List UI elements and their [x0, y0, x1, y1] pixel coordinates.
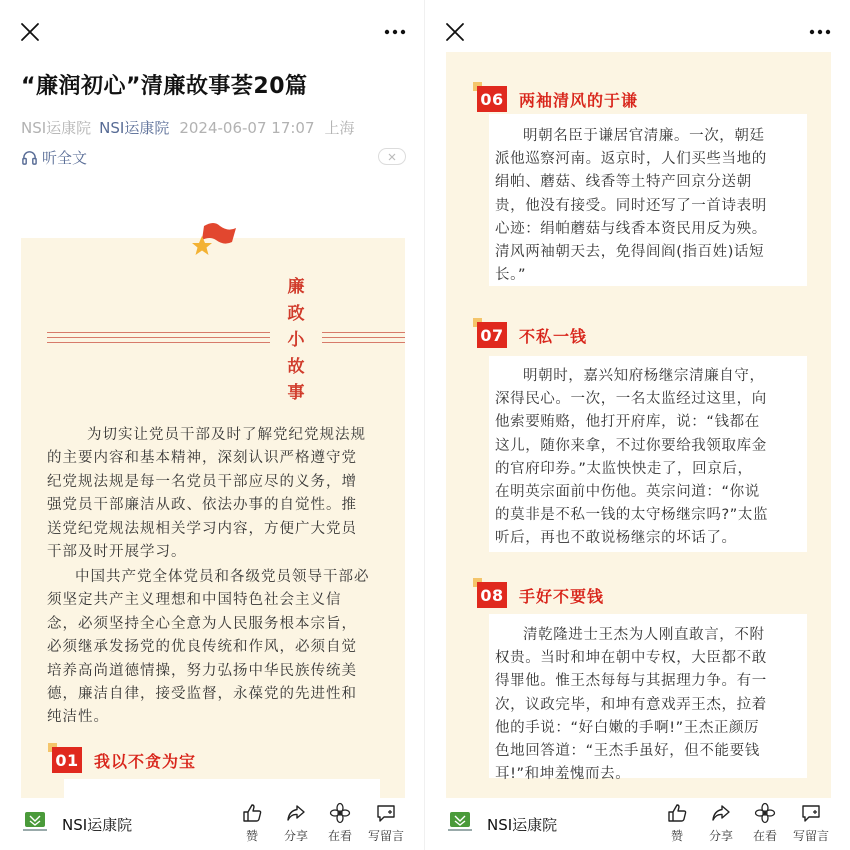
story-line: 心迹：绢帕蘑菇与线香本资民用反为殃。	[495, 220, 767, 237]
story-line: 在明英宗面前中伤他。英宗问道：“你说	[495, 484, 760, 501]
account-name[interactable]: NSI运康院	[487, 816, 558, 834]
story-line: 的莫非是不私一钱的太守杨继宗吗?”太监	[495, 507, 769, 524]
section-number: 07	[477, 322, 507, 348]
share-icon	[710, 802, 732, 824]
story-line: 他索要贿赂，他打开府库，说：“钱都在	[495, 414, 760, 431]
story-line: 深得民心。一次，一名太监经过这里，向	[495, 391, 767, 408]
story-line: 他的手说：“好白嫩的手啊!”王杰正颜厉	[495, 719, 760, 736]
flower-icon	[329, 802, 351, 824]
paragraph-line: 干部及时开展学习。	[47, 544, 187, 561]
share-button[interactable]	[701, 802, 741, 844]
share-button[interactable]	[276, 802, 316, 844]
watching-label: 在看	[327, 829, 352, 843]
section-title: 不私一钱	[519, 326, 588, 346]
paragraph-line: 纪党规法规是每一名党员干部应尽的义务，增	[47, 473, 357, 490]
story-line: 清乾隆进士王杰为人刚直敢言，不附	[523, 627, 765, 643]
bottom-bar	[425, 798, 850, 850]
headphones-icon	[21, 149, 38, 166]
section-header	[477, 322, 587, 348]
story-line: 长。”	[495, 267, 527, 284]
account-logo-icon[interactable]	[447, 811, 473, 833]
close-icon[interactable]	[19, 21, 41, 43]
share-label: 分享	[708, 829, 733, 843]
vertical-char: 廉	[287, 277, 305, 297]
meta-datetime: 2024-06-07 17:07	[179, 119, 315, 137]
paragraph-line: 必须继承发扬党的优良传统和作风，必须自觉	[47, 639, 357, 656]
section-number: 06	[477, 86, 507, 112]
story-line: 的官府印券。”太监怏怏走了，回京后，	[495, 460, 753, 477]
story-text	[495, 624, 795, 786]
story-line: 清风两袖朝天去，免得闾阎(指百姓)话短	[495, 244, 765, 261]
story-line: 明朝时，嘉兴知府杨继宗清廉自守，	[523, 368, 765, 384]
dismiss-pill[interactable]	[378, 148, 406, 165]
story-line: 这儿，随你来拿，不过你要给我领取库金	[495, 437, 767, 454]
meta-source: NSI运康院	[21, 119, 92, 137]
article-meta	[21, 117, 355, 138]
story-line: 耳!”和坤羞愧而去。	[495, 766, 631, 783]
thumbs-up-icon	[666, 802, 688, 824]
section-title: 我以不贪为宝	[94, 751, 197, 771]
section-header	[477, 582, 604, 608]
story-line: 次，议政完毕，和坤有意戏弄王杰，拉着	[495, 696, 767, 713]
paragraph-line: 强党员干部廉洁从政、依法办事的自觉性。推	[47, 497, 357, 514]
article-title: “廉润初心”清廉故事荟20篇	[21, 74, 308, 99]
section-title: 手好不要钱	[519, 586, 605, 606]
more-icon[interactable]	[383, 22, 407, 42]
share-label: 分享	[283, 829, 308, 843]
vertical-char: 政	[287, 303, 305, 324]
story-line: 明朝名臣于谦居官清廉。一次，朝廷	[523, 128, 765, 144]
comment-label: 写留言	[367, 829, 404, 843]
close-icon[interactable]	[444, 21, 466, 43]
story-box	[64, 779, 380, 798]
story-line: 贵，他没有接受。同时还写了一首诗表明	[495, 197, 767, 214]
comment-button[interactable]	[366, 802, 406, 844]
paragraph-line: 培养高尚道德情操，努力弘扬中华民族传统美	[47, 662, 357, 679]
like-label: 赞	[245, 829, 258, 843]
comment-icon	[800, 802, 822, 824]
section-title: 两袖清风的于谦	[519, 90, 639, 110]
story-line: 权贵。当时和坤在朝中专权，大臣都不敢	[495, 650, 767, 667]
vertical-char: 故	[287, 356, 305, 377]
bottom-bar	[0, 798, 425, 850]
top-bar	[0, 0, 425, 64]
like-button[interactable]	[232, 802, 272, 844]
flower-icon	[754, 802, 776, 824]
section-header	[52, 747, 196, 773]
party-flag-icon	[190, 220, 238, 260]
story-line: 色地回答道：“王杰手虽好，但不能要钱	[495, 743, 760, 760]
decor-lines-right	[322, 332, 405, 344]
share-icon	[285, 802, 307, 824]
meta-location: 上海	[324, 119, 355, 137]
section-number: 08	[477, 582, 507, 608]
comment-label: 写留言	[792, 829, 829, 843]
paragraph-line: 德，廉洁自律，接受监督，永葆党的先进性和	[47, 686, 357, 703]
account-logo-icon[interactable]	[22, 811, 48, 833]
more-icon[interactable]	[808, 22, 832, 42]
meta-account-link[interactable]: NSI运康院	[99, 119, 170, 137]
listen-label: 听全文	[42, 149, 88, 167]
account-name[interactable]: NSI运康院	[62, 816, 133, 834]
paragraph-line: 送党纪党规法规相关学习内容，方便广大党员	[47, 520, 357, 537]
section-header	[477, 86, 638, 112]
watching-button[interactable]	[320, 802, 360, 844]
listen-button[interactable]	[21, 147, 87, 168]
watching-label: 在看	[752, 829, 777, 843]
right-screen	[425, 0, 850, 850]
paragraph-line: 念，必须坚持全心全意为人民服务根本宗旨，	[47, 615, 357, 632]
story-line: 绢帕、蘑菇、线香等土特产回京分送朝	[495, 174, 752, 191]
story-text	[495, 125, 795, 287]
decor-lines-left	[47, 332, 270, 344]
like-label: 赞	[670, 829, 683, 843]
like-button[interactable]	[657, 802, 697, 844]
section-number: 01	[52, 747, 82, 773]
thumbs-up-icon	[241, 802, 263, 824]
vertical-char: 小	[287, 330, 305, 350]
watching-button[interactable]	[745, 802, 785, 844]
paragraph-line: 纯洁性。	[47, 709, 109, 726]
paragraph-line: 的主要内容和基本精神，深刻认识严格遵守党	[47, 450, 357, 467]
story-line: 听后，再也不敢说杨继宗的坏话了。	[495, 530, 737, 547]
intro-paragraph-1	[47, 424, 387, 564]
story-line: 派他巡察河南。返京时，人们买些当地的	[495, 151, 767, 168]
paragraph-line: 须坚定共产主义理想和中国特色社会主义信	[47, 592, 342, 609]
comment-icon	[375, 802, 397, 824]
paragraph-line: 中国共产党全体党员和各级党员领导干部必	[75, 569, 370, 585]
comment-button[interactable]	[791, 802, 831, 844]
vertical-title	[284, 274, 308, 407]
story-text	[495, 365, 795, 551]
story-line: 得罪他。惟王杰每每与其据理力争。有一	[495, 673, 767, 690]
vertical-char: 事	[287, 383, 305, 403]
close-small-icon	[388, 153, 396, 161]
intro-paragraph-2	[47, 566, 387, 730]
paragraph-line: 为切实让党员干部及时了解党纪党规法规	[87, 427, 366, 443]
